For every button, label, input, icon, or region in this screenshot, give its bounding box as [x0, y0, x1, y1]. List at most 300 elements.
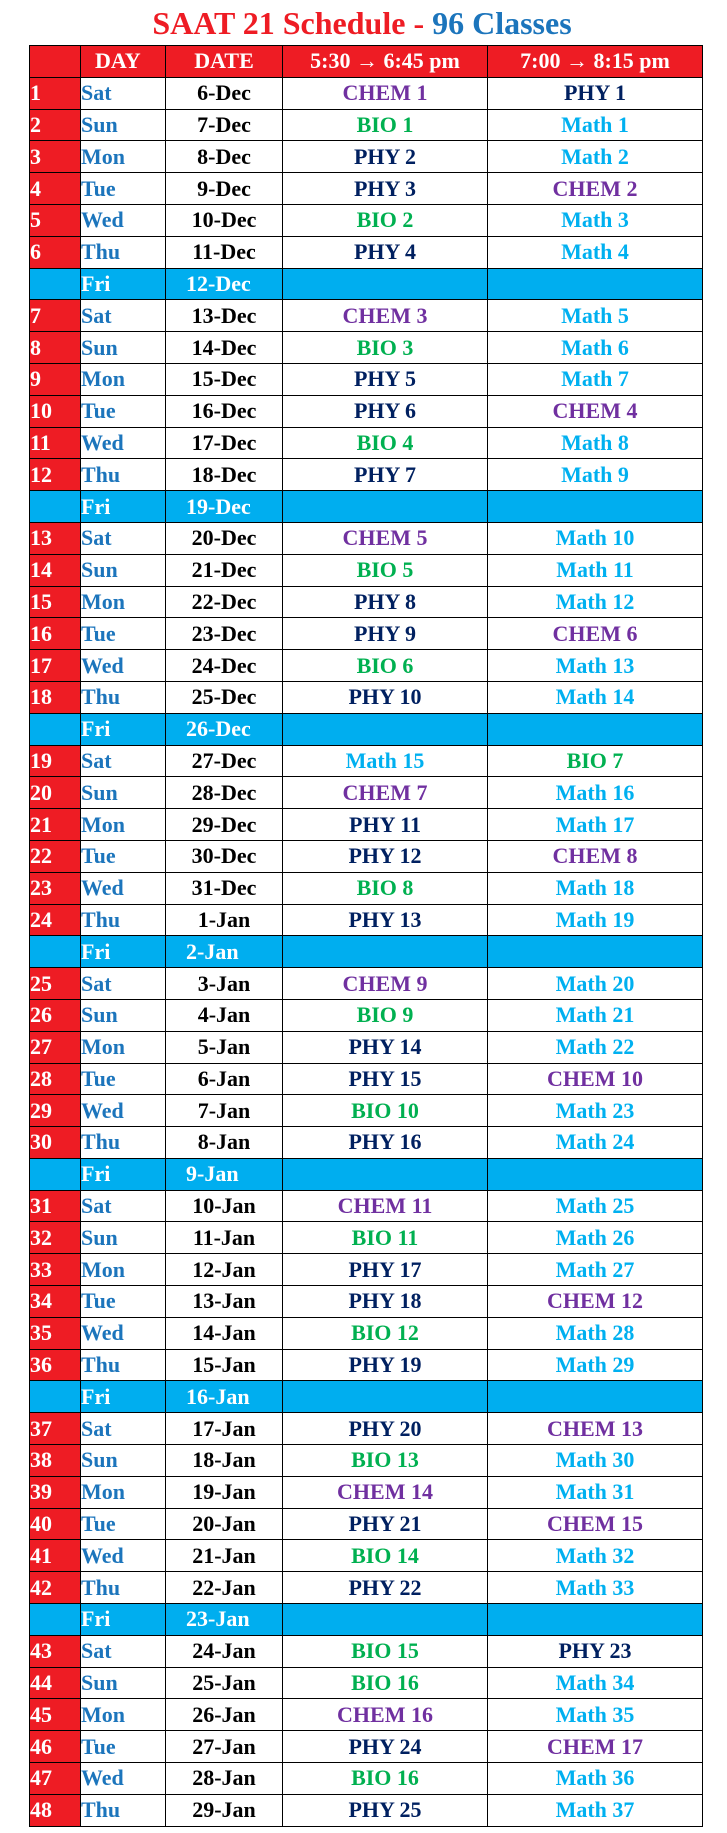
day-cell: Wed — [81, 650, 166, 682]
table-row — [30, 236, 703, 268]
slot-1-cell — [283, 1604, 488, 1636]
row-number-cell: 35 — [30, 1317, 81, 1349]
slot-2-cell: PHY 1 — [488, 77, 703, 109]
row-number-cell: 10 — [30, 395, 81, 427]
slot-2-cell: CHEM 2 — [488, 173, 703, 205]
day-cell: Tue — [81, 395, 166, 427]
slot-1-cell: BIO 11 — [283, 1222, 488, 1254]
day-cell: Thu — [81, 459, 166, 491]
slot-2-cell: CHEM 6 — [488, 618, 703, 650]
slot-2-cell: CHEM 15 — [488, 1508, 703, 1540]
date-cell: 24-Dec — [166, 650, 283, 682]
day-cell: Mon — [81, 1476, 166, 1508]
slot-2-cell: Math 34 — [488, 1667, 703, 1699]
table-row — [30, 1127, 703, 1159]
day-cell: Thu — [81, 1349, 166, 1381]
date-cell: 6-Dec — [166, 77, 283, 109]
slot-1-cell: BIO 4 — [283, 427, 488, 459]
slot-1-cell: BIO 3 — [283, 332, 488, 364]
date-cell: 8-Dec — [166, 141, 283, 173]
date-cell: 24-Jan — [166, 1635, 283, 1667]
date-cell: 13-Jan — [166, 1286, 283, 1318]
day-cell: Fri — [81, 268, 166, 300]
day-cell: Sat — [81, 300, 166, 332]
slot-1-cell: PHY 4 — [283, 236, 488, 268]
table-row — [30, 1063, 703, 1095]
slot-1-cell — [283, 268, 488, 300]
slot-2-cell: Math 18 — [488, 872, 703, 904]
day-cell: Sun — [81, 1222, 166, 1254]
slot-2-cell: Math 7 — [488, 363, 703, 395]
row-number-cell: 9 — [30, 363, 81, 395]
date-cell: 15-Dec — [166, 363, 283, 395]
date-cell: 21-Jan — [166, 1540, 283, 1572]
off-day-row — [30, 1381, 703, 1413]
slot-1-cell: Math 15 — [283, 745, 488, 777]
row-number-cell: 46 — [30, 1731, 81, 1763]
table-row — [30, 1445, 703, 1477]
header-slot-2: 7:00 → 8:15 pm — [488, 46, 703, 78]
table-row — [30, 204, 703, 236]
date-cell: 22-Dec — [166, 586, 283, 618]
row-number-cell: 31 — [30, 1190, 81, 1222]
schedule-table — [29, 45, 703, 1827]
table-row — [30, 586, 703, 618]
table-row — [30, 1254, 703, 1286]
table-row — [30, 1763, 703, 1795]
slot-2-cell: Math 31 — [488, 1476, 703, 1508]
slot-2-cell: Math 33 — [488, 1572, 703, 1604]
table-row — [30, 554, 703, 586]
slot-2-cell: PHY 23 — [488, 1635, 703, 1667]
table-row — [30, 1699, 703, 1731]
slot-1-cell: BIO 8 — [283, 872, 488, 904]
slot-2-cell: CHEM 17 — [488, 1731, 703, 1763]
slot-1-cell: BIO 5 — [283, 554, 488, 586]
day-cell: Fri — [81, 1381, 166, 1413]
date-cell: 6-Jan — [166, 1063, 283, 1095]
day-cell: Mon — [81, 363, 166, 395]
table-row — [30, 459, 703, 491]
table-row — [30, 1031, 703, 1063]
slot-2-cell — [488, 936, 703, 968]
slot-1-cell: PHY 21 — [283, 1508, 488, 1540]
row-number-cell: 11 — [30, 427, 81, 459]
day-cell: Sat — [81, 745, 166, 777]
slot-2-cell — [488, 713, 703, 745]
date-cell: 16-Dec — [166, 395, 283, 427]
row-number-cell: 20 — [30, 777, 81, 809]
date-cell: 1-Jan — [166, 904, 283, 936]
slot-1-cell: PHY 7 — [283, 459, 488, 491]
slot-2-cell: Math 16 — [488, 777, 703, 809]
header-number — [30, 46, 81, 78]
slot-2-cell: CHEM 13 — [488, 1413, 703, 1445]
slot-2-cell: CHEM 8 — [488, 840, 703, 872]
row-number-cell: 26 — [30, 999, 81, 1031]
slot-2-cell: Math 9 — [488, 459, 703, 491]
row-number-cell — [30, 491, 81, 523]
table-row — [30, 745, 703, 777]
date-cell: 23-Dec — [166, 618, 283, 650]
schedule-body — [30, 77, 703, 1826]
slot-2-cell: Math 29 — [488, 1349, 703, 1381]
date-cell: 13-Dec — [166, 300, 283, 332]
slot-2-cell: Math 22 — [488, 1031, 703, 1063]
date-cell: 3-Jan — [166, 968, 283, 1000]
date-cell: 30-Dec — [166, 840, 283, 872]
date-cell: 17-Jan — [166, 1413, 283, 1445]
row-number-cell: 34 — [30, 1286, 81, 1318]
row-number-cell: 28 — [30, 1063, 81, 1095]
row-number-cell — [30, 1381, 81, 1413]
row-number-cell: 47 — [30, 1763, 81, 1795]
table-row — [30, 332, 703, 364]
date-cell: 25-Jan — [166, 1667, 283, 1699]
date-cell: 9-Dec — [166, 173, 283, 205]
slot-1-cell: PHY 20 — [283, 1413, 488, 1445]
table-row — [30, 1508, 703, 1540]
date-cell: 17-Dec — [166, 427, 283, 459]
row-number-cell: 41 — [30, 1540, 81, 1572]
slot-2-cell: Math 2 — [488, 141, 703, 173]
table-row — [30, 809, 703, 841]
row-number-cell: 4 — [30, 173, 81, 205]
row-number-cell — [30, 1604, 81, 1636]
slot-2-cell: BIO 7 — [488, 745, 703, 777]
date-cell: 21-Dec — [166, 554, 283, 586]
slot-1-cell: PHY 9 — [283, 618, 488, 650]
date-cell: 18-Dec — [166, 459, 283, 491]
slot-1-cell — [283, 1158, 488, 1190]
day-cell: Tue — [81, 1731, 166, 1763]
table-row — [30, 1286, 703, 1318]
slot-1-cell — [283, 713, 488, 745]
slot-2-cell — [488, 1158, 703, 1190]
table-row — [30, 840, 703, 872]
date-cell: 11-Jan — [166, 1222, 283, 1254]
slot-2-cell: Math 8 — [488, 427, 703, 459]
date-cell: 2-Jan — [166, 936, 283, 968]
page-title — [22, 4, 702, 42]
row-number-cell: 45 — [30, 1699, 81, 1731]
table-row — [30, 427, 703, 459]
slot-1-cell: PHY 5 — [283, 363, 488, 395]
slot-1-cell: PHY 10 — [283, 681, 488, 713]
slot-2-cell: Math 35 — [488, 1699, 703, 1731]
slot-1-cell: CHEM 9 — [283, 968, 488, 1000]
slot-1-cell: PHY 24 — [283, 1731, 488, 1763]
date-cell: 14-Dec — [166, 332, 283, 364]
row-number-cell — [30, 936, 81, 968]
table-row — [30, 363, 703, 395]
table-row — [30, 141, 703, 173]
row-number-cell: 6 — [30, 236, 81, 268]
date-cell: 27-Jan — [166, 1731, 283, 1763]
slot-1-cell: PHY 11 — [283, 809, 488, 841]
slot-2-cell: Math 30 — [488, 1445, 703, 1477]
day-cell: Wed — [81, 1540, 166, 1572]
date-cell: 25-Dec — [166, 681, 283, 713]
table-row — [30, 1349, 703, 1381]
table-row — [30, 1317, 703, 1349]
table-row — [30, 109, 703, 141]
slot-2-cell: Math 23 — [488, 1095, 703, 1127]
row-number-cell: 32 — [30, 1222, 81, 1254]
table-row — [30, 681, 703, 713]
slot-2-cell: Math 5 — [488, 300, 703, 332]
day-cell: Sun — [81, 332, 166, 364]
off-day-row — [30, 1604, 703, 1636]
day-cell: Wed — [81, 427, 166, 459]
table-row — [30, 395, 703, 427]
slot-2-cell: Math 12 — [488, 586, 703, 618]
date-cell: 31-Dec — [166, 872, 283, 904]
slot-2-cell: Math 21 — [488, 999, 703, 1031]
day-cell: Tue — [81, 840, 166, 872]
slot-1-cell: PHY 14 — [283, 1031, 488, 1063]
row-number-cell: 48 — [30, 1794, 81, 1826]
row-number-cell: 5 — [30, 204, 81, 236]
title-part-red: SAAT 21 Schedule - — [152, 5, 433, 41]
slot-1-cell: PHY 13 — [283, 904, 488, 936]
slot-2-cell: Math 6 — [488, 332, 703, 364]
date-cell: 11-Dec — [166, 236, 283, 268]
day-cell: Mon — [81, 586, 166, 618]
day-cell: Sun — [81, 554, 166, 586]
day-cell: Sat — [81, 968, 166, 1000]
slot-1-cell: CHEM 7 — [283, 777, 488, 809]
row-number-cell: 2 — [30, 109, 81, 141]
slot-1-cell — [283, 1381, 488, 1413]
slot-1-cell: PHY 16 — [283, 1127, 488, 1159]
day-cell: Tue — [81, 1063, 166, 1095]
slot-1-cell: PHY 6 — [283, 395, 488, 427]
slot-1-cell: PHY 17 — [283, 1254, 488, 1286]
day-cell: Thu — [81, 1572, 166, 1604]
table-row — [30, 1222, 703, 1254]
row-number-cell: 29 — [30, 1095, 81, 1127]
table-row — [30, 904, 703, 936]
date-cell: 29-Dec — [166, 809, 283, 841]
slot-2-cell: Math 26 — [488, 1222, 703, 1254]
date-cell: 28-Dec — [166, 777, 283, 809]
day-cell: Thu — [81, 1127, 166, 1159]
slot-2-cell — [488, 491, 703, 523]
date-cell: 26-Jan — [166, 1699, 283, 1731]
table-row — [30, 1667, 703, 1699]
row-number-cell: 23 — [30, 872, 81, 904]
date-cell: 14-Jan — [166, 1317, 283, 1349]
day-cell: Tue — [81, 1286, 166, 1318]
slot-2-cell: Math 11 — [488, 554, 703, 586]
table-row — [30, 777, 703, 809]
day-cell: Tue — [81, 618, 166, 650]
slot-1-cell: BIO 13 — [283, 1445, 488, 1477]
table-row — [30, 1476, 703, 1508]
row-number-cell: 30 — [30, 1127, 81, 1159]
slot-1-cell: PHY 15 — [283, 1063, 488, 1095]
day-cell: Mon — [81, 1254, 166, 1286]
slot-2-cell: Math 27 — [488, 1254, 703, 1286]
row-number-cell: 33 — [30, 1254, 81, 1286]
slot-1-cell: CHEM 16 — [283, 1699, 488, 1731]
slot-1-cell: PHY 18 — [283, 1286, 488, 1318]
day-cell: Mon — [81, 1031, 166, 1063]
slot-2-cell: Math 1 — [488, 109, 703, 141]
day-cell: Sat — [81, 1190, 166, 1222]
day-cell: Thu — [81, 1794, 166, 1826]
row-number-cell: 14 — [30, 554, 81, 586]
day-cell: Tue — [81, 173, 166, 205]
slot-1-cell: PHY 12 — [283, 840, 488, 872]
slot-2-cell: Math 10 — [488, 522, 703, 554]
slot-2-cell: Math 3 — [488, 204, 703, 236]
slot-1-cell: CHEM 3 — [283, 300, 488, 332]
date-cell: 8-Jan — [166, 1127, 283, 1159]
slot-2-cell: Math 4 — [488, 236, 703, 268]
slot-1-cell: CHEM 5 — [283, 522, 488, 554]
day-cell: Wed — [81, 872, 166, 904]
day-cell: Wed — [81, 1095, 166, 1127]
row-number-cell: 18 — [30, 681, 81, 713]
day-cell: Tue — [81, 1508, 166, 1540]
day-cell: Sat — [81, 1413, 166, 1445]
row-number-cell: 43 — [30, 1635, 81, 1667]
row-number-cell: 13 — [30, 522, 81, 554]
date-cell: 7-Jan — [166, 1095, 283, 1127]
row-number-cell: 19 — [30, 745, 81, 777]
row-number-cell: 25 — [30, 968, 81, 1000]
table-row — [30, 1540, 703, 1572]
day-cell: Mon — [81, 809, 166, 841]
day-cell: Sun — [81, 109, 166, 141]
table-row — [30, 650, 703, 682]
slot-1-cell: CHEM 1 — [283, 77, 488, 109]
slot-2-cell — [488, 1604, 703, 1636]
row-number-cell — [30, 1158, 81, 1190]
slot-1-cell: PHY 19 — [283, 1349, 488, 1381]
date-cell: 7-Dec — [166, 109, 283, 141]
date-cell: 10-Jan — [166, 1190, 283, 1222]
slot-1-cell: BIO 16 — [283, 1667, 488, 1699]
date-cell: 12-Dec — [166, 268, 283, 300]
table-row — [30, 1731, 703, 1763]
slot-1-cell: BIO 15 — [283, 1635, 488, 1667]
date-cell: 10-Dec — [166, 204, 283, 236]
row-number-cell: 1 — [30, 77, 81, 109]
row-number-cell: 3 — [30, 141, 81, 173]
table-row — [30, 1635, 703, 1667]
row-number-cell: 12 — [30, 459, 81, 491]
slot-2-cell: CHEM 4 — [488, 395, 703, 427]
date-cell: 20-Jan — [166, 1508, 283, 1540]
slot-2-cell: Math 20 — [488, 968, 703, 1000]
row-number-cell: 38 — [30, 1445, 81, 1477]
off-day-row — [30, 1158, 703, 1190]
row-number-cell: 37 — [30, 1413, 81, 1445]
off-day-row — [30, 268, 703, 300]
day-cell: Sun — [81, 1445, 166, 1477]
row-number-cell: 36 — [30, 1349, 81, 1381]
slot-1-cell: PHY 2 — [283, 141, 488, 173]
table-row — [30, 522, 703, 554]
row-number-cell: 40 — [30, 1508, 81, 1540]
date-cell: 9-Jan — [166, 1158, 283, 1190]
day-cell: Thu — [81, 904, 166, 936]
day-cell: Sun — [81, 999, 166, 1031]
slot-1-cell: BIO 10 — [283, 1095, 488, 1127]
slot-1-cell: PHY 22 — [283, 1572, 488, 1604]
row-number-cell: 8 — [30, 332, 81, 364]
day-cell: Fri — [81, 491, 166, 523]
slot-2-cell — [488, 268, 703, 300]
date-cell: 23-Jan — [166, 1604, 283, 1636]
day-cell: Fri — [81, 713, 166, 745]
off-day-row — [30, 491, 703, 523]
slot-2-cell: Math 36 — [488, 1763, 703, 1795]
table-row — [30, 1572, 703, 1604]
slot-2-cell: Math 28 — [488, 1317, 703, 1349]
slot-1-cell: BIO 1 — [283, 109, 488, 141]
row-number-cell: 17 — [30, 650, 81, 682]
slot-1-cell: CHEM 11 — [283, 1190, 488, 1222]
date-cell: 26-Dec — [166, 713, 283, 745]
row-number-cell: 44 — [30, 1667, 81, 1699]
row-number-cell — [30, 713, 81, 745]
date-cell: 22-Jan — [166, 1572, 283, 1604]
slot-2-cell: Math 32 — [488, 1540, 703, 1572]
day-cell: Thu — [81, 681, 166, 713]
slot-1-cell — [283, 491, 488, 523]
slot-2-cell: Math 13 — [488, 650, 703, 682]
slot-2-cell — [488, 1381, 703, 1413]
off-day-row — [30, 713, 703, 745]
slot-2-cell: CHEM 12 — [488, 1286, 703, 1318]
day-cell: Sat — [81, 522, 166, 554]
day-cell: Fri — [81, 1158, 166, 1190]
slot-1-cell: PHY 25 — [283, 1794, 488, 1826]
header-day: DAY — [81, 46, 166, 78]
day-cell: Mon — [81, 1699, 166, 1731]
slot-1-cell: BIO 16 — [283, 1763, 488, 1795]
day-cell: Fri — [81, 936, 166, 968]
day-cell: Sun — [81, 777, 166, 809]
slot-1-cell: PHY 8 — [283, 586, 488, 618]
table-row — [30, 77, 703, 109]
slot-1-cell: CHEM 14 — [283, 1476, 488, 1508]
table-row — [30, 1794, 703, 1826]
day-cell: Sat — [81, 1635, 166, 1667]
date-cell: 12-Jan — [166, 1254, 283, 1286]
date-cell: 19-Jan — [166, 1476, 283, 1508]
row-number-cell: 15 — [30, 586, 81, 618]
slot-1-cell: BIO 14 — [283, 1540, 488, 1572]
header-row — [30, 46, 703, 78]
day-cell: Wed — [81, 204, 166, 236]
slot-1-cell: PHY 3 — [283, 173, 488, 205]
slot-2-cell: Math 37 — [488, 1794, 703, 1826]
slot-1-cell: BIO 6 — [283, 650, 488, 682]
day-cell: Wed — [81, 1317, 166, 1349]
slot-2-cell: Math 14 — [488, 681, 703, 713]
slot-2-cell: Math 17 — [488, 809, 703, 841]
table-row — [30, 300, 703, 332]
row-number-cell: 39 — [30, 1476, 81, 1508]
table-row — [30, 1095, 703, 1127]
table-row — [30, 1413, 703, 1445]
day-cell: Thu — [81, 236, 166, 268]
